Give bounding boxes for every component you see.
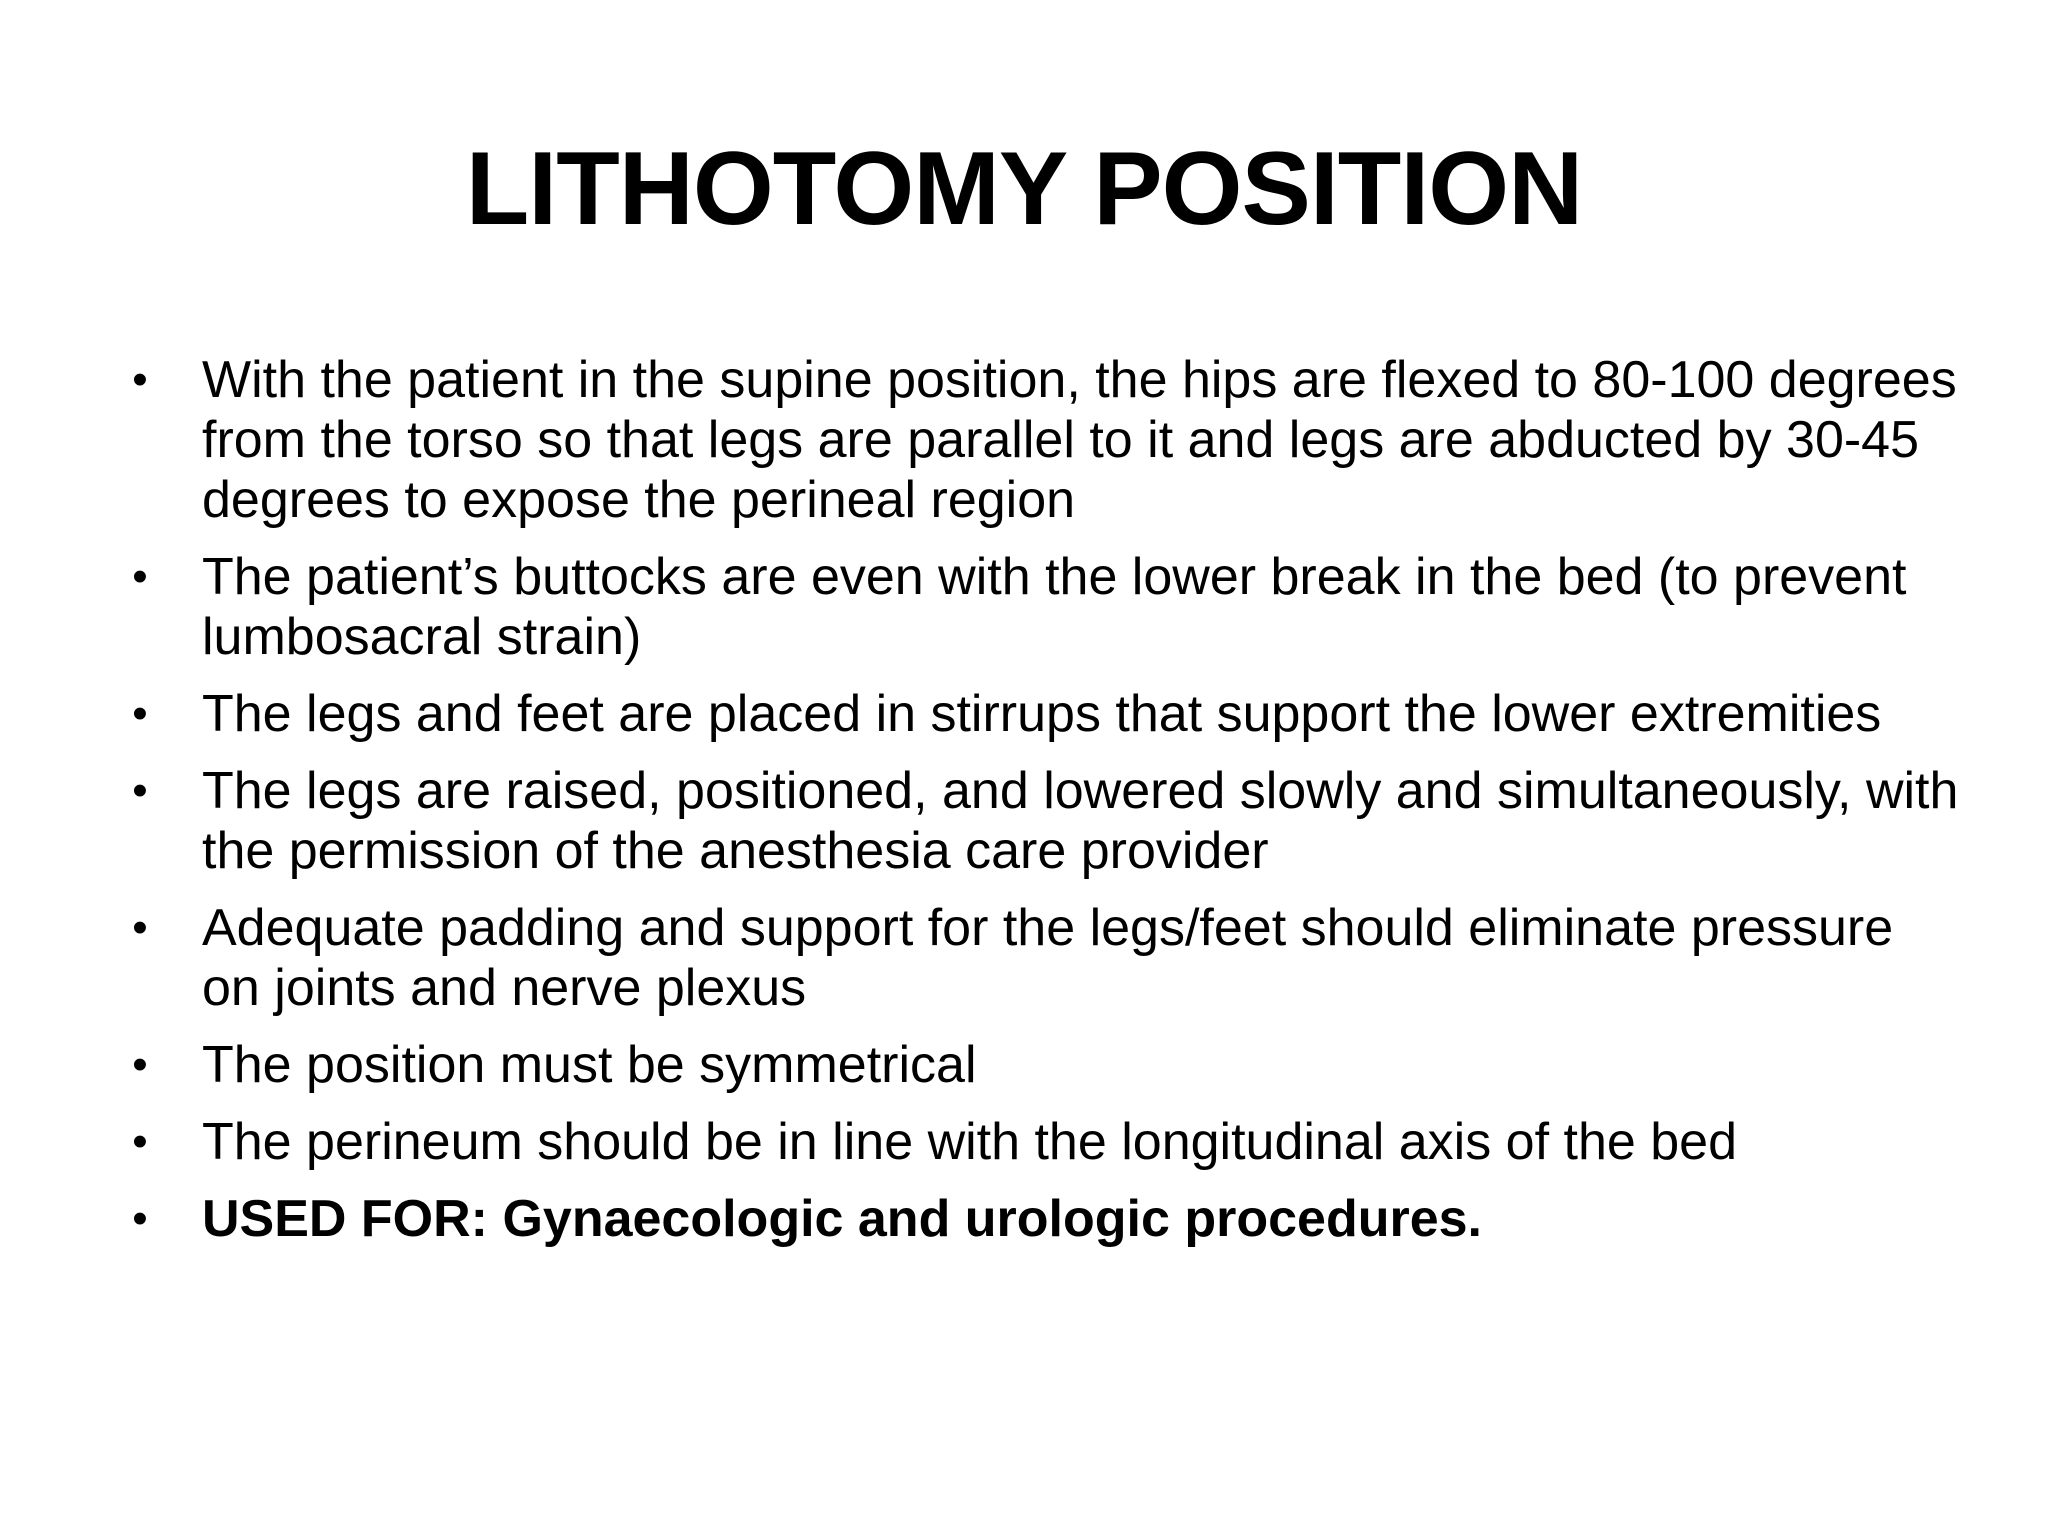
- bullet-item-buttocks: [120, 547, 1960, 667]
- bullet-text: The patient’s buttocks are even with the lower break in the bed (to prevent lumbosacral strain): [202, 548, 1907, 666]
- bullet-item-hip-flexion: [120, 350, 1960, 530]
- bullet-text: The legs and feet are placed in stirrups that support the lower extremities: [202, 685, 1882, 743]
- bullet-item-symmetry: [120, 1035, 1960, 1095]
- bullet-text: USED FOR: Gynaecologic and urologic procedures.: [202, 1190, 1482, 1248]
- bullet-list: [120, 350, 1960, 1266]
- bullet-dot-icon: •: [132, 1040, 148, 1089]
- bullet-text: Adequate padding and support for the legs/feet should eliminate pressure on joints and nerve plexus: [202, 899, 1894, 1017]
- bullet-text: The legs are raised, positioned, and lowered slowly and simultaneously, with the permission of the anesthesia care provider: [202, 762, 1959, 880]
- bullet-dot-icon: •: [132, 903, 148, 952]
- bullet-text: The position must be symmetrical: [202, 1036, 977, 1094]
- bullet-text: The perineum should be in line with the longitudinal axis of the bed: [202, 1113, 1737, 1171]
- bullet-dot-icon: •: [132, 1117, 148, 1166]
- bullet-dot-icon: •: [132, 355, 148, 404]
- bullet-text: With the patient in the supine position, the hips are flexed to 80-100 degrees from the torso so that legs are parallel to it and legs are abducted by 30-45 degrees to expose the perineal region: [202, 351, 1957, 529]
- bullet-dot-icon: •: [132, 766, 148, 815]
- bullet-item-perineum: [120, 1112, 1960, 1172]
- bullet-item-stirrups: [120, 684, 1960, 744]
- bullet-dot-icon: •: [132, 1194, 148, 1243]
- slide-title: LITHOTOMY POSITION: [465, 131, 1583, 247]
- bullet-dot-icon: •: [132, 552, 148, 601]
- bullet-item-padding: [120, 898, 1960, 1018]
- bullet-item-legs-raised: [120, 761, 1960, 881]
- bullet-dot-icon: •: [132, 689, 148, 738]
- bullet-item-used-for: [120, 1189, 1960, 1249]
